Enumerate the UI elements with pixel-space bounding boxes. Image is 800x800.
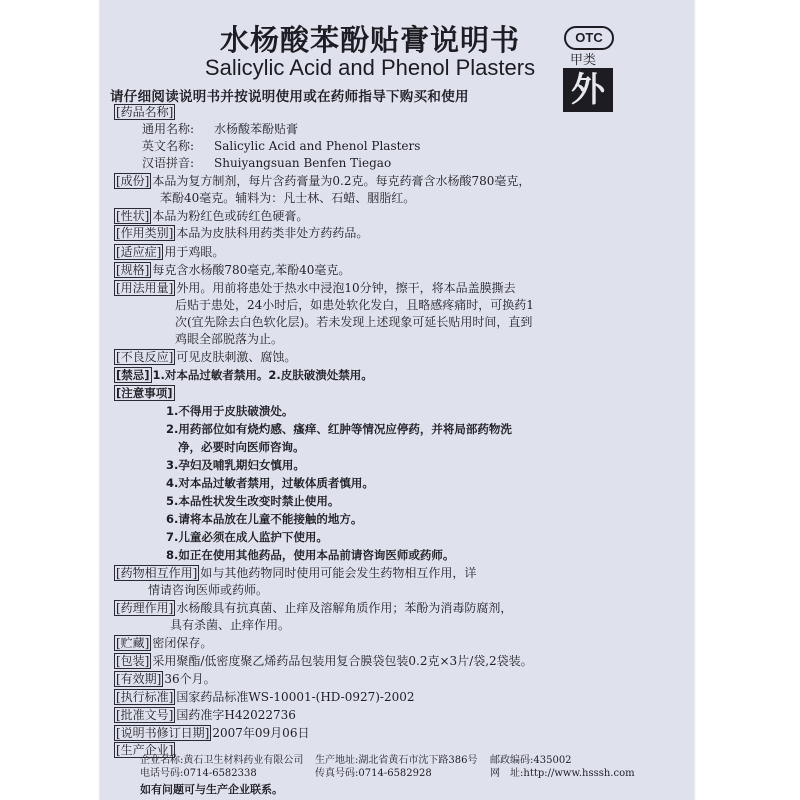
- section-package: [包装] 采用聚酯/低密度聚乙烯药品包装用复合膜袋包装0.2克×3片/袋,2袋装。: [116, 654, 533, 668]
- usage-line-3: 次(宜先除去白色软化层)。若未发现上述现象可延长贴用时间，直到: [175, 315, 533, 329]
- manufacturer-field-label: 企业名称:: [140, 755, 184, 766]
- section-category: [作用类别] 本品为皮肤科用药类非处方药药品。: [116, 226, 369, 240]
- section-interaction: [药物相互作用] 如与其他药物同时使用可能会发生药物相互作用，详: [116, 566, 477, 580]
- otc-badge: OTC: [564, 26, 614, 50]
- pinyin-row: 汉语拼音: Shuiyangsuan Benfen Tiegao: [142, 156, 392, 170]
- manufacturer-field: [315, 769, 432, 779]
- manufacturer-field-value: http://www.hsssh.com: [523, 768, 635, 779]
- title-english: Salicylic Acid and Phenol Plasters: [204, 55, 536, 80]
- category-label: 甲类: [570, 53, 597, 68]
- manufacturer-field-label: 电话号码:: [140, 768, 184, 779]
- title-chinese: 水杨酸苯酚贴膏说明书: [219, 23, 520, 57]
- section-standard: [执行标准] 国家药品标准WS-10001-(HD-0927)-2002: [116, 690, 415, 704]
- section-indication: [适应症] 用于鸡眼。: [116, 245, 225, 259]
- section-contraindications: [禁忌] 1.对本品过敏者禁用。2.皮肤破溃处禁用。: [116, 368, 373, 382]
- leaflet-page: [100, 0, 694, 800]
- precaution-item: 8.如正在使用其他药品，使用本品前请咨询医师或药师。: [166, 548, 455, 562]
- manufacturer-field: [490, 756, 572, 766]
- precaution-item: 净，必要时向医师咨询。: [178, 440, 305, 454]
- precaution-item: 6.请将本品放在儿童不能接触的地方。: [166, 512, 363, 526]
- manufacturer-field-value: 黄石卫生材料药业有限公司: [183, 755, 304, 766]
- section-adverse: [不良反应] 可见皮肤刺激、腐蚀。: [116, 350, 297, 364]
- section-spec: [规格] 每克含水杨酸780毫克,苯酚40毫克。: [116, 263, 351, 277]
- warning-line: 请仔细阅读说明书并按说明使用或在药师指导下购买和使用: [110, 89, 469, 105]
- footer-contact-note: 如有问题可与生产企业联系。: [140, 783, 283, 796]
- manufacturer-field-label: 生产地址:: [315, 755, 359, 766]
- manufacturer-field[interactable]: [490, 769, 635, 779]
- external-use-badge: 外: [563, 68, 613, 112]
- manufacturer-details: [140, 756, 660, 786]
- precaution-item: 7.儿童必须在成人监护下使用。: [166, 530, 328, 544]
- section-revision: [说明书修订日期] 2007年09月06日: [116, 726, 310, 740]
- precaution-item: 1.不得用于皮肤破溃处。: [166, 404, 294, 418]
- section-composition: [成份] 本品为复方制剂，每片含药膏量为0.2克。每克药膏含水杨酸780毫克，: [116, 174, 531, 188]
- manufacturer-field-label: 传真号码:: [315, 768, 359, 779]
- english-name-row: 英文名称: Salicylic Acid and Phenol Plasters: [142, 139, 421, 153]
- precaution-item: 5.本品性状发生改变时禁止使用。: [166, 494, 340, 508]
- manufacturer-field-label: 邮政编码:: [490, 755, 534, 766]
- section-approval: [批准文号] 国药准字H42022736: [116, 708, 296, 722]
- usage-line-4: 鸡眼全部脱落为止。: [175, 332, 284, 346]
- manufacturer-field: [315, 756, 477, 766]
- section-character: [性状] 本品为粉红色或砖红色硬膏。: [116, 209, 309, 223]
- manufacturer-field-value: 0714-6582928: [358, 768, 432, 779]
- section-drug-name: [药品名称]: [116, 105, 174, 119]
- precaution-item: 4.对本品过敏者禁用，过敏体质者慎用。: [166, 476, 374, 490]
- section-precautions: [注意事项]: [116, 386, 173, 400]
- manufacturer-field-value: 435002: [533, 755, 572, 766]
- section-pharmacology: [药理作用] 水杨酸具有抗真菌、止痒及溶解角质作用；苯酚为消毒防腐剂，: [116, 601, 513, 615]
- manufacturer-field: [140, 756, 303, 766]
- manufacturer-field: [140, 769, 257, 779]
- precaution-item: 2.用药部位如有烧灼感、瘙痒、红肿等情况应停药，并将局部药物洗: [166, 422, 512, 436]
- section-usage: [用法用量] 外用。用前将患处于热水中浸泡10分钟，擦干，将本品盖膜撕去: [116, 281, 516, 295]
- manufacturer-field-value: 0714-6582338: [183, 768, 257, 779]
- section-storage: [贮藏] 密闭保存。: [116, 636, 213, 650]
- usage-line-2: 后贴于患处，24小时后，如患处软化发白，且略感疼痛时，可换药1: [175, 298, 534, 312]
- manufacturer-field-value: 湖北省黄石市沈下路386号: [358, 755, 478, 766]
- precaution-item: 3.孕妇及哺乳期妇女慎用。: [166, 458, 305, 472]
- interaction-line-2: 情请咨询医师或药师。: [148, 583, 269, 597]
- composition-line-2: 苯酚40毫克。辅料为：凡士林、石蜡、胭脂红。: [160, 191, 416, 205]
- pharmacology-line-2: 具有杀菌、止痒作用。: [170, 618, 291, 632]
- generic-name-row: 通用名称: 水杨酸苯酚贴膏: [142, 122, 299, 136]
- section-validity: [有效期] 36个月。: [116, 672, 216, 686]
- section-manufacturer: [生产企业]: [116, 743, 174, 757]
- manufacturer-field-label: 网 址:: [490, 768, 524, 779]
